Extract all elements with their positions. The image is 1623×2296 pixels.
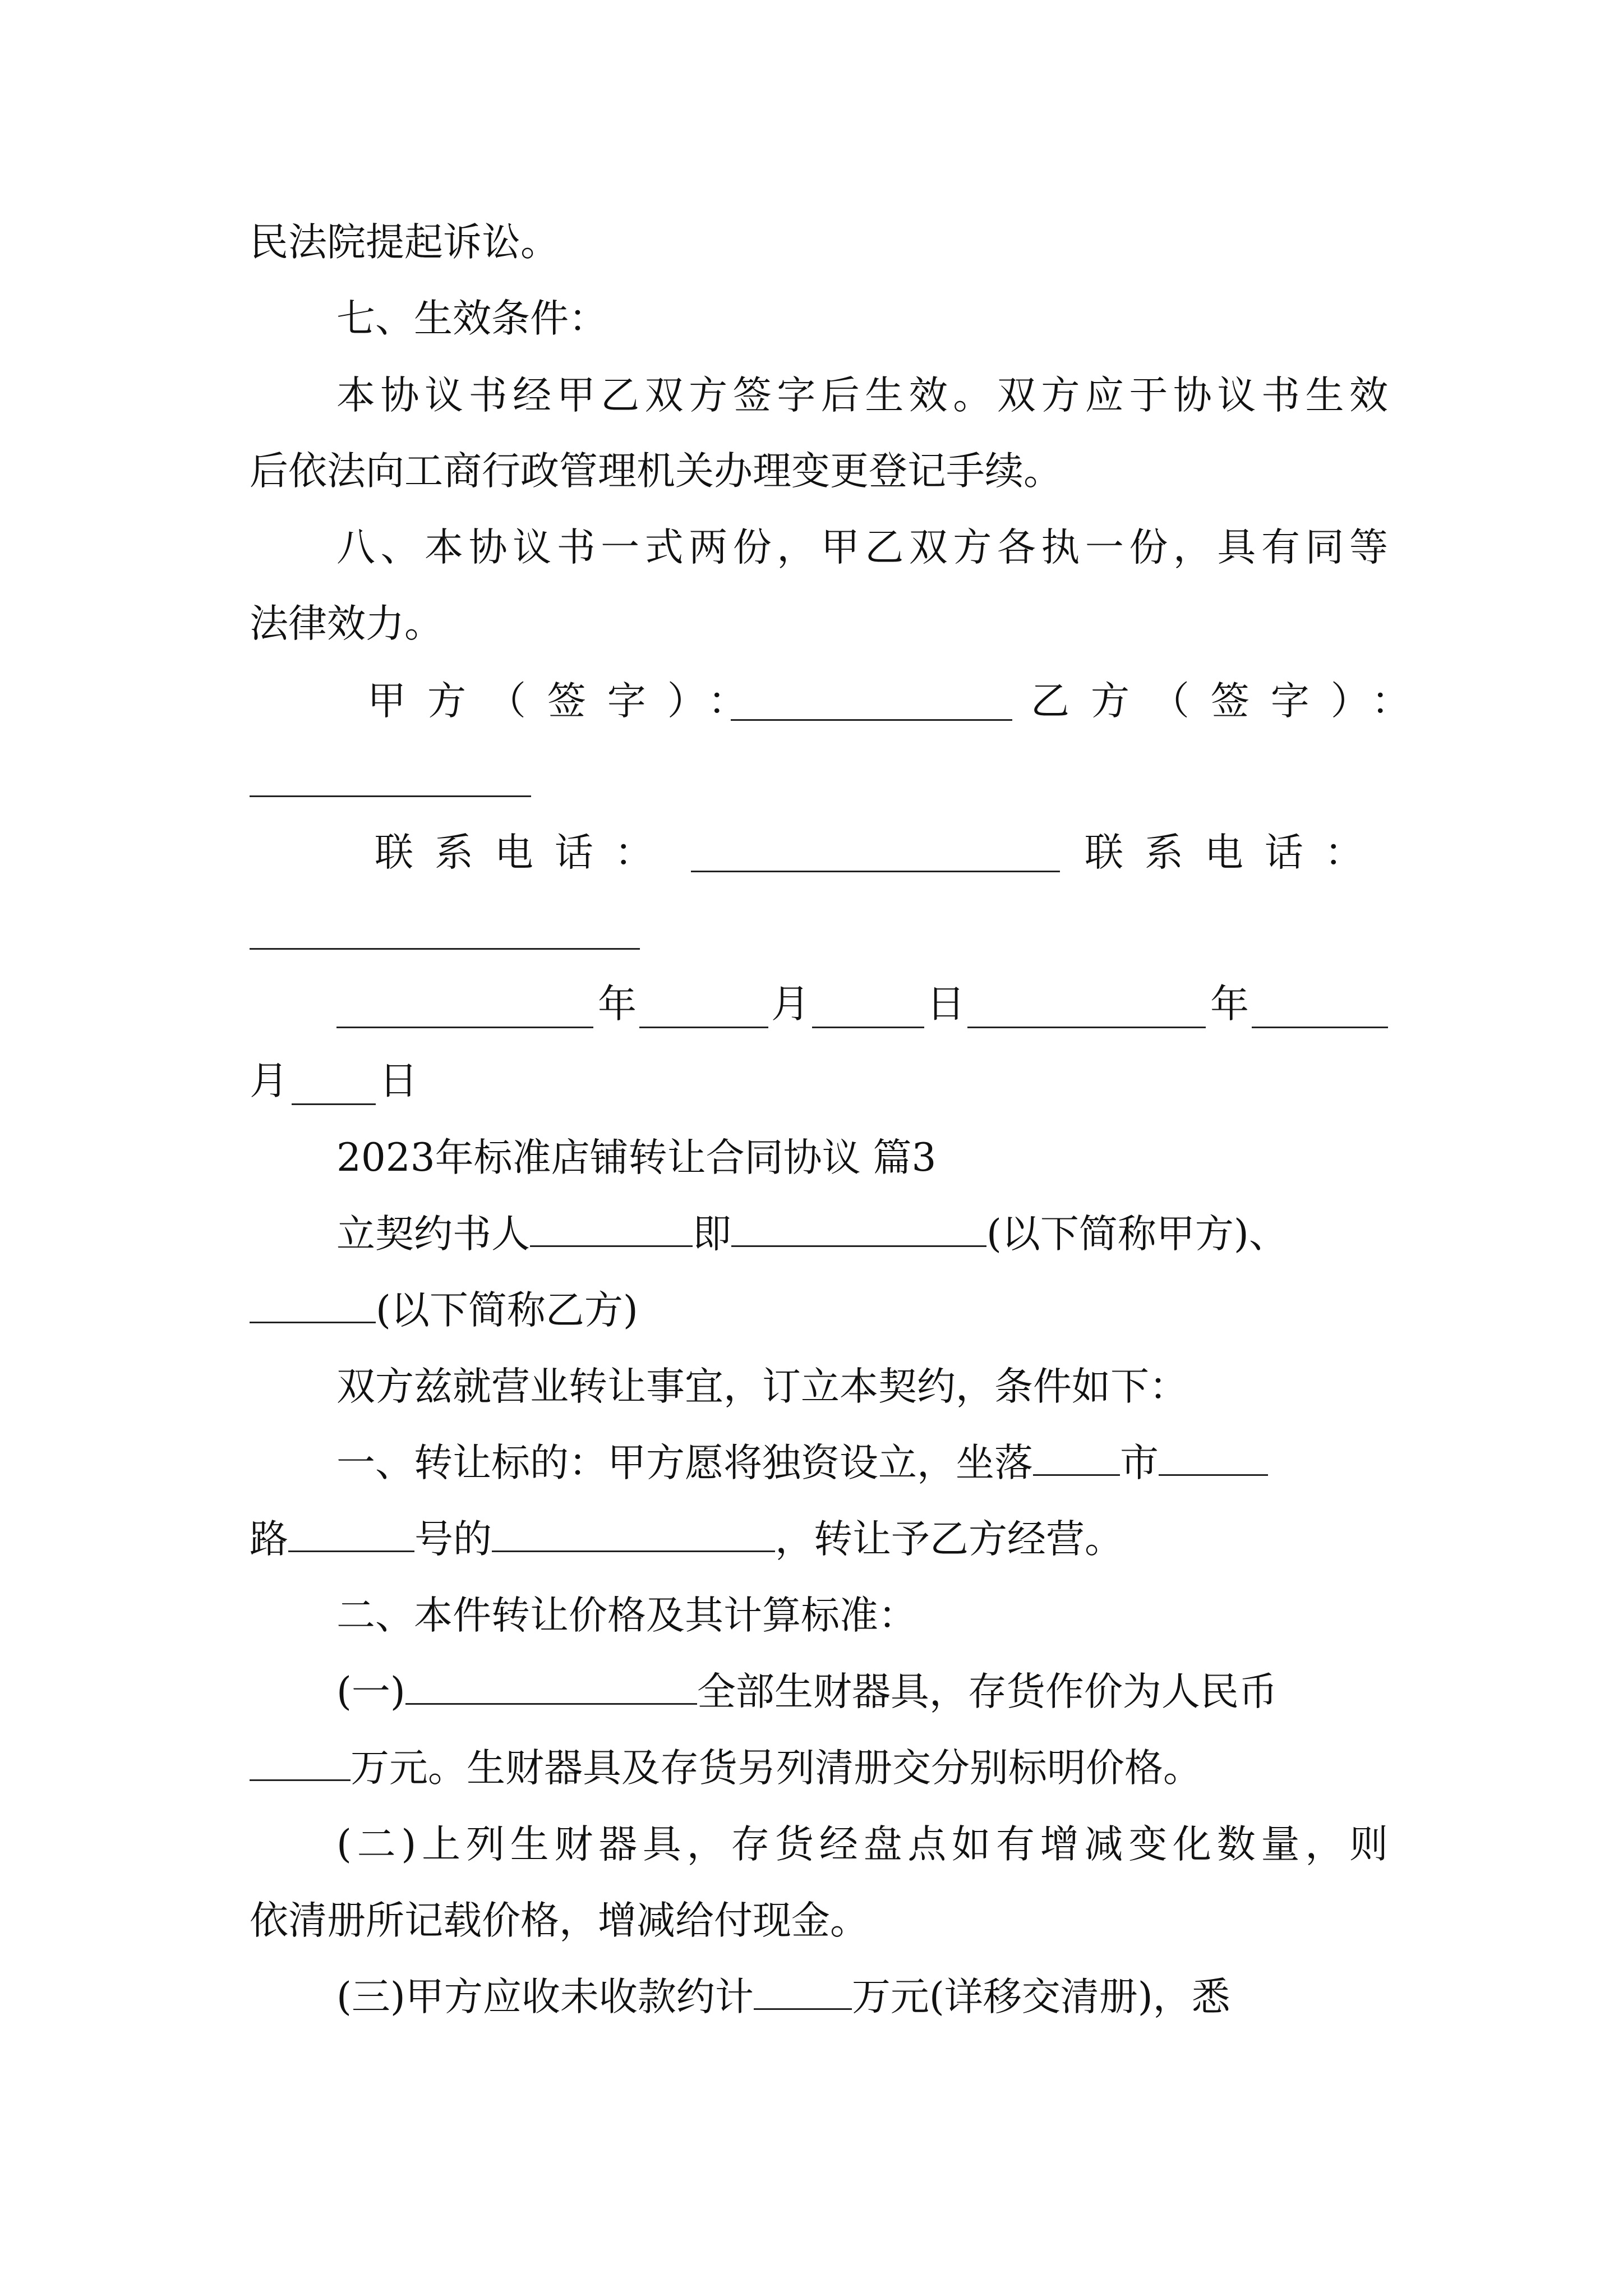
text-line <box>336 1212 1288 1257</box>
date-blank <box>292 1103 376 1105</box>
section-heading: 七、生效条件： <box>336 296 607 341</box>
text-line: 后依法向工商行政管理机关办理变更登记手续。 <box>250 449 1062 494</box>
phone-label-party-a: 联系电话： <box>375 830 675 875</box>
text-fragment: (三)甲方应收未收款约计 <box>336 1975 754 2019</box>
fill-blank <box>1159 1441 1268 1476</box>
date-blank <box>1252 1027 1388 1028</box>
signature-label-party-a: 甲方（签字）： <box>367 679 768 724</box>
fill-blank <box>250 1288 376 1323</box>
fill-blank <box>754 1975 852 2010</box>
signature-label-party-b: 乙方（签字）： <box>1031 679 1432 724</box>
text-line <box>250 1288 638 1333</box>
text-line: 八、本协议书一式两份，甲乙双方各执一份，具有同等 <box>336 525 1388 570</box>
text-line <box>250 1746 1202 1791</box>
text-line <box>336 1975 1230 2019</box>
text-fragment: ，转让予乙方经营。 <box>775 1517 1123 1562</box>
fill-blank <box>405 1669 697 1705</box>
text-fragment: 市 <box>1120 1441 1159 1485</box>
date-month-label: 月 <box>771 982 810 1027</box>
phone-label-party-b: 联系电话： <box>1085 830 1385 875</box>
text-line <box>336 1441 1268 1485</box>
text-line: 二、本件转让价格及其计算标准： <box>336 1593 917 1638</box>
text-line: 本协议书经甲乙双方签字后生效。双方应于协议书生效 <box>336 373 1388 418</box>
text-line: 双方兹就营业转让事宜，订立本契约，条件如下： <box>336 1364 1188 1409</box>
text-line <box>250 1517 1123 1562</box>
text-fragment: 立契约书人 <box>336 1212 530 1257</box>
text-fragment: 一、转让标的：甲方愿将独资设立，坐落 <box>336 1441 1033 1485</box>
text-line: 民法院提起诉讼。 <box>250 220 559 265</box>
text-line <box>336 1669 1278 1714</box>
fill-blank <box>250 1746 351 1781</box>
text-fragment: 号的 <box>414 1517 492 1562</box>
text-fragment: (一) <box>336 1669 405 1714</box>
date-day-label: 日 <box>926 982 965 1027</box>
text-line: 依清册所记载价格，增减给付现金。 <box>250 1898 869 1943</box>
phone-blank-party-a <box>691 871 1060 872</box>
text-fragment: 全部生财器具，存货作价为人民币 <box>697 1669 1278 1714</box>
date-day-label: 日 <box>379 1059 418 1103</box>
date-blank <box>812 1027 924 1028</box>
fill-blank <box>530 1212 693 1247</box>
date-year-label: 年 <box>598 982 637 1027</box>
fill-blank <box>1033 1441 1120 1476</box>
date-month-label: 月 <box>250 1059 288 1103</box>
text-fragment: 万元。生财器具及存货另列清册交分别标明价格。 <box>351 1746 1202 1791</box>
text-fragment: 路 <box>250 1517 288 1562</box>
signature-blank-party-a <box>731 719 1012 721</box>
fill-blank <box>288 1517 414 1552</box>
fill-blank <box>492 1517 775 1552</box>
phone-blank-party-b <box>250 948 640 950</box>
text-line: (二)上列生财器具，存货经盘点如有增减变化数量，则 <box>336 1822 1388 1867</box>
contract-heading: 2023年标准店铺转让合同协议 篇3 <box>336 1135 937 1180</box>
signature-blank-party-b <box>250 795 531 797</box>
fill-blank <box>731 1212 986 1247</box>
text-fragment: (以下简称甲方)、 <box>986 1212 1288 1257</box>
date-blank <box>336 1027 593 1028</box>
text-fragment: (以下简称乙方) <box>376 1288 638 1333</box>
date-year-label: 年 <box>1210 982 1249 1027</box>
text-fragment: 万元(详移交清册)，悉 <box>851 1975 1230 2019</box>
date-blank <box>639 1027 768 1028</box>
text-fragment: 即 <box>693 1212 731 1257</box>
date-blank <box>967 1027 1206 1028</box>
text-line: 法律效力。 <box>250 601 443 646</box>
